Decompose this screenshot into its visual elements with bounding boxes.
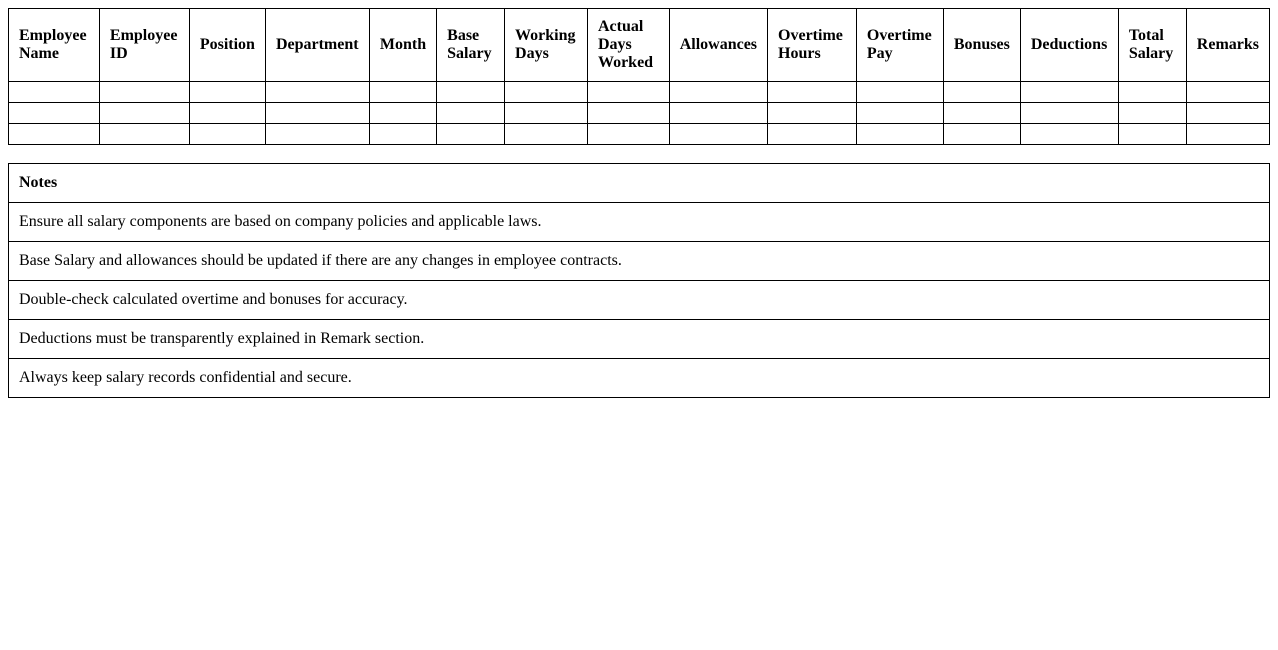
table-cell[interactable] xyxy=(856,103,943,124)
header-month xyxy=(369,9,436,82)
table-cell[interactable] xyxy=(189,124,265,145)
table-cell[interactable] xyxy=(189,82,265,103)
header-employee-id xyxy=(99,9,189,82)
note-row xyxy=(9,242,1270,281)
note-row xyxy=(9,281,1270,320)
table-cell[interactable] xyxy=(1020,124,1118,145)
header-employee-name xyxy=(9,9,100,82)
table-cell[interactable] xyxy=(265,82,369,103)
header-line: Hours xyxy=(778,45,821,62)
table-cell[interactable] xyxy=(1118,82,1186,103)
table-cell[interactable] xyxy=(669,103,767,124)
header-base-salary xyxy=(437,9,505,82)
table-cell[interactable] xyxy=(99,124,189,145)
notes-table xyxy=(8,163,1270,398)
header-line: Pay xyxy=(866,45,893,62)
header-line: Salary xyxy=(1128,45,1174,62)
header-line: Worked xyxy=(597,54,654,71)
notes-heading: Notes xyxy=(9,164,1270,203)
header-department xyxy=(265,9,369,82)
table-cell[interactable] xyxy=(9,103,100,124)
table-cell[interactable] xyxy=(856,82,943,103)
table-cell[interactable] xyxy=(587,124,669,145)
table-cell[interactable] xyxy=(369,124,436,145)
table-cell[interactable] xyxy=(1186,82,1269,103)
table-cell[interactable] xyxy=(9,124,100,145)
table-row xyxy=(9,103,1270,124)
salary-table-body xyxy=(9,82,1270,145)
table-cell[interactable] xyxy=(669,124,767,145)
note-item: Double-check calculated overtime and bonuses for accuracy. xyxy=(9,281,1270,320)
table-row xyxy=(9,82,1270,103)
table-cell[interactable] xyxy=(1020,103,1118,124)
table-cell[interactable] xyxy=(768,124,857,145)
table-cell[interactable] xyxy=(99,103,189,124)
note-row xyxy=(9,359,1270,398)
table-cell[interactable] xyxy=(1186,124,1269,145)
header-line: Overtime xyxy=(778,27,843,44)
header-line: Position xyxy=(199,36,255,53)
notes-header xyxy=(9,164,1270,203)
header-actual-days-worked xyxy=(587,9,669,82)
header-line: Bonuses xyxy=(953,36,1010,53)
header-line: Name xyxy=(19,45,59,62)
header-position xyxy=(189,9,265,82)
table-cell[interactable] xyxy=(369,82,436,103)
header-line: Days xyxy=(515,45,549,62)
header-line: Employee xyxy=(19,27,87,44)
notes-body xyxy=(9,203,1270,398)
table-cell[interactable] xyxy=(369,103,436,124)
table-cell[interactable] xyxy=(587,103,669,124)
table-cell[interactable] xyxy=(768,103,857,124)
table-cell[interactable] xyxy=(505,103,588,124)
note-item: Ensure all salary components are based on company policies and applicable laws. xyxy=(9,203,1270,242)
table-cell[interactable] xyxy=(189,103,265,124)
salary-table-header xyxy=(9,9,1270,82)
table-cell[interactable] xyxy=(265,124,369,145)
table-cell[interactable] xyxy=(943,82,1020,103)
note-row xyxy=(9,203,1270,242)
table-cell[interactable] xyxy=(99,82,189,103)
header-line: Deductions xyxy=(1030,36,1108,53)
header-line: ID xyxy=(109,45,128,62)
header-line: Month xyxy=(379,36,427,53)
header-line: Salary xyxy=(447,45,492,62)
header-overtime-hours xyxy=(768,9,857,82)
header-working-days xyxy=(505,9,588,82)
table-cell[interactable] xyxy=(505,124,588,145)
notes-heading-row xyxy=(9,164,1270,203)
note-item: Base Salary and allowances should be updated if there are any changes in employee contracts. xyxy=(9,242,1270,281)
header-line: Department xyxy=(275,36,359,53)
table-cell[interactable] xyxy=(587,82,669,103)
table-cell[interactable] xyxy=(768,82,857,103)
header-deductions xyxy=(1020,9,1118,82)
header-line: Remarks xyxy=(1196,36,1259,53)
table-cell[interactable] xyxy=(437,103,505,124)
table-cell[interactable] xyxy=(265,103,369,124)
table-row xyxy=(9,124,1270,145)
header-total-salary xyxy=(1118,9,1186,82)
header-line: Total xyxy=(1128,27,1164,44)
header-line: Allowances xyxy=(679,36,758,53)
table-cell[interactable] xyxy=(9,82,100,103)
header-line: Days xyxy=(597,36,632,53)
header-line: Employee xyxy=(109,27,178,44)
table-cell[interactable] xyxy=(943,103,1020,124)
header-bonuses xyxy=(943,9,1020,82)
table-cell[interactable] xyxy=(1118,103,1186,124)
header-line: Working xyxy=(515,27,576,44)
table-cell[interactable] xyxy=(856,124,943,145)
header-row xyxy=(9,9,1270,82)
note-item: Always keep salary records confidential and secure. xyxy=(9,359,1270,398)
header-allowances xyxy=(669,9,767,82)
salary-table xyxy=(8,8,1270,145)
table-cell[interactable] xyxy=(1020,82,1118,103)
note-row xyxy=(9,320,1270,359)
table-cell[interactable] xyxy=(1118,124,1186,145)
header-line: Actual xyxy=(597,18,644,35)
table-cell[interactable] xyxy=(1186,103,1269,124)
table-cell[interactable] xyxy=(437,82,505,103)
table-cell[interactable] xyxy=(669,82,767,103)
header-remarks xyxy=(1186,9,1269,82)
header-line: Overtime xyxy=(866,27,932,44)
header-overtime-pay xyxy=(856,9,943,82)
table-cell[interactable] xyxy=(437,124,505,145)
table-cell[interactable] xyxy=(505,82,588,103)
note-item: Deductions must be transparently explained in Remark section. xyxy=(9,320,1270,359)
table-cell[interactable] xyxy=(943,124,1020,145)
header-line: Base xyxy=(447,27,480,44)
